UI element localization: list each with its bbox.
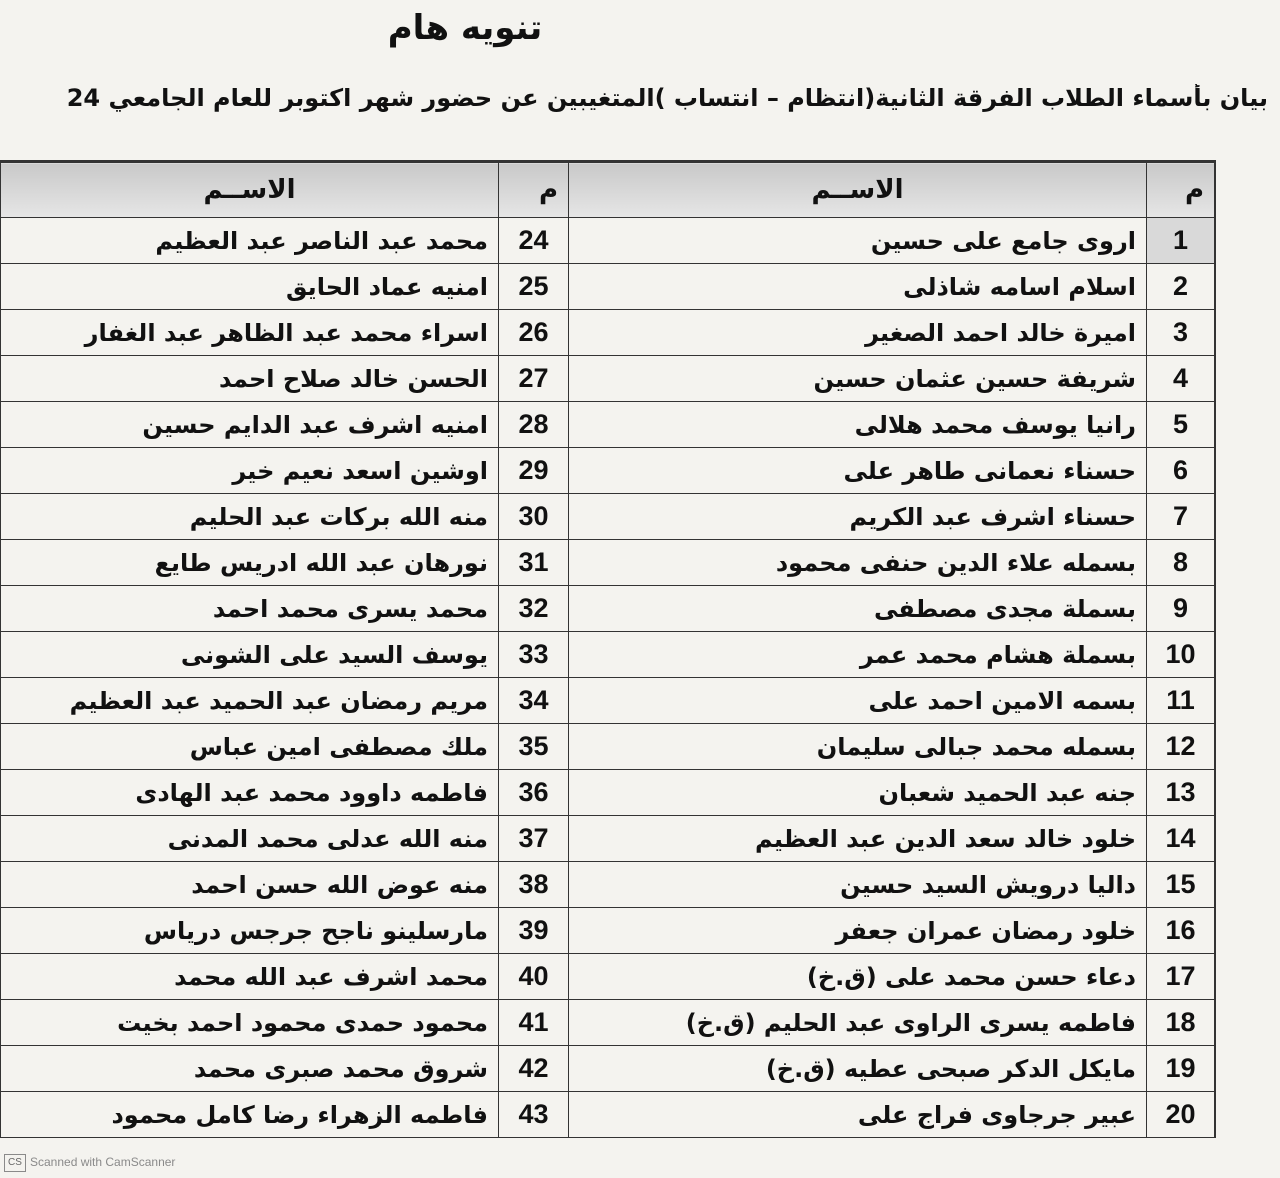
row-number-left: 40	[499, 954, 569, 1000]
table-row	[1, 632, 1215, 678]
row-number-left: 42	[499, 1046, 569, 1092]
camscanner-logo: CS	[4, 1154, 26, 1172]
table-row	[1, 908, 1215, 954]
row-number-right: 7	[1147, 494, 1215, 540]
table-row	[1, 770, 1215, 816]
student-name-left: منه الله بركات عبد الحليم	[1, 494, 499, 540]
row-number-right: 5	[1147, 402, 1215, 448]
student-name-right: بسمله محمد جبالى سليمان	[569, 724, 1147, 770]
document-title: تنويه هام	[387, 8, 543, 48]
student-name-left: ملك مصطفى امين عباس	[1, 724, 499, 770]
row-number-left: 36	[499, 770, 569, 816]
table-header-row	[1, 163, 1215, 218]
student-name-left: محمد يسرى محمد احمد	[1, 586, 499, 632]
row-number-right: 17	[1147, 954, 1215, 1000]
student-name-right: خلود رمضان عمران جعفر	[569, 908, 1147, 954]
student-name-left: الحسن خالد صلاح احمد	[1, 356, 499, 402]
absence-table	[0, 162, 1215, 1138]
row-number-right: 14	[1147, 816, 1215, 862]
student-name-right: بسملة هشام محمد عمر	[569, 632, 1147, 678]
student-name-right: حسناء نعمانى طاهر على	[569, 448, 1147, 494]
row-number-right: 18	[1147, 1000, 1215, 1046]
table-row	[1, 678, 1215, 724]
table-row	[1, 402, 1215, 448]
row-number-left: 24	[499, 218, 569, 264]
row-number-right: 13	[1147, 770, 1215, 816]
row-number-left: 43	[499, 1092, 569, 1138]
row-number-right: 8	[1147, 540, 1215, 586]
row-number-left: 32	[499, 586, 569, 632]
table-row	[1, 724, 1215, 770]
student-name-right: حسناء اشرف عبد الكريم	[569, 494, 1147, 540]
row-number-left: 34	[499, 678, 569, 724]
row-number-right: 11	[1147, 678, 1215, 724]
row-number-right: 3	[1147, 310, 1215, 356]
student-name-right: رانيا يوسف محمد هلالى	[569, 402, 1147, 448]
row-number-right: 4	[1147, 356, 1215, 402]
table-row	[1, 954, 1215, 1000]
student-name-left: اوشين اسعد نعيم خير	[1, 448, 499, 494]
student-name-right: عبير جرجاوى فراج على	[569, 1092, 1147, 1138]
student-name-left: منه الله عدلى محمد المدنى	[1, 816, 499, 862]
table-row	[1, 1046, 1215, 1092]
student-name-left: اسراء محمد عبد الظاهر عبد الغفار	[1, 310, 499, 356]
table-row	[1, 218, 1215, 264]
table-row	[1, 1000, 1215, 1046]
row-number-left: 41	[499, 1000, 569, 1046]
student-name-right: بسمله علاء الدين حنفى محمود	[569, 540, 1147, 586]
row-number-left: 35	[499, 724, 569, 770]
student-name-right: شريفة حسين عثمان حسين	[569, 356, 1147, 402]
student-name-left: امنيه عماد الحايق	[1, 264, 499, 310]
header-number-right: م	[1147, 163, 1215, 218]
row-number-right: 15	[1147, 862, 1215, 908]
student-name-right: جنه عبد الحميد شعبان	[569, 770, 1147, 816]
table-row	[1, 816, 1215, 862]
row-number-left: 39	[499, 908, 569, 954]
student-name-left: فاطمه الزهراء رضا كامل محمود	[1, 1092, 499, 1138]
table-row	[1, 264, 1215, 310]
student-name-right: داليا درويش السيد حسين	[569, 862, 1147, 908]
table-row	[1, 862, 1215, 908]
camscanner-watermark: Scanned with CamScanner	[30, 1155, 176, 1169]
row-number-right: 2	[1147, 264, 1215, 310]
row-number-left: 37	[499, 816, 569, 862]
student-name-left: امنيه اشرف عبد الدايم حسين	[1, 402, 499, 448]
row-number-right: 16	[1147, 908, 1215, 954]
row-number-left: 27	[499, 356, 569, 402]
student-name-left: نورهان عبد الله ادريس طايع	[1, 540, 499, 586]
row-number-right: 19	[1147, 1046, 1215, 1092]
absence-table-container	[0, 160, 1216, 1138]
row-number-right: 10	[1147, 632, 1215, 678]
table-row	[1, 356, 1215, 402]
student-name-left: فاطمه داوود محمد عبد الهادى	[1, 770, 499, 816]
table-row	[1, 494, 1215, 540]
header-name-left: الاســم	[1, 163, 499, 218]
row-number-left: 26	[499, 310, 569, 356]
student-name-right: بسملة مجدى مصطفى	[569, 586, 1147, 632]
table-row	[1, 310, 1215, 356]
student-name-left: يوسف السيد على الشونى	[1, 632, 499, 678]
student-name-right: اسلام اسامه شاذلى	[569, 264, 1147, 310]
student-name-right: بسمه الامين احمد على	[569, 678, 1147, 724]
student-name-right: دعاء حسن محمد على (ق.خ)	[569, 954, 1147, 1000]
student-name-right: اروى جامع على حسين	[569, 218, 1147, 264]
table-row	[1, 586, 1215, 632]
row-number-left: 33	[499, 632, 569, 678]
table-row	[1, 448, 1215, 494]
header-number-left: م	[499, 163, 569, 218]
row-number-left: 28	[499, 402, 569, 448]
student-name-right: خلود خالد سعد الدين عبد العظيم	[569, 816, 1147, 862]
student-name-left: شروق محمد صبرى محمد	[1, 1046, 499, 1092]
table-body	[1, 218, 1215, 1138]
row-number-left: 29	[499, 448, 569, 494]
table-row	[1, 1092, 1215, 1138]
student-name-right: فاطمه يسرى الراوى عبد الحليم (ق.خ)	[569, 1000, 1147, 1046]
student-name-left: محمود حمدى محمود احمد بخيت	[1, 1000, 499, 1046]
row-number-left: 30	[499, 494, 569, 540]
student-name-left: مريم رمضان عبد الحميد عبد العظيم	[1, 678, 499, 724]
student-name-left: منه عوض الله حسن احمد	[1, 862, 499, 908]
student-name-left: محمد عبد الناصر عبد العظيم	[1, 218, 499, 264]
row-number-right: 12	[1147, 724, 1215, 770]
row-number-left: 38	[499, 862, 569, 908]
row-number-right: 1	[1147, 218, 1215, 264]
document-subtitle: بيان بأسماء الطلاب الفرقة الثانية(انتظام – انتساب )المتغيبين عن حضور شهر اكتوبر للعام الجامعي 24	[66, 84, 1268, 112]
student-name-right: اميرة خالد احمد الصغير	[569, 310, 1147, 356]
row-number-right: 9	[1147, 586, 1215, 632]
student-name-left: محمد اشرف عبد الله محمد	[1, 954, 499, 1000]
row-number-left: 25	[499, 264, 569, 310]
table-row	[1, 540, 1215, 586]
header-name-right: الاســم	[569, 163, 1147, 218]
row-number-left: 31	[499, 540, 569, 586]
student-name-right: مايكل الدكر صبحى عطيه (ق.خ)	[569, 1046, 1147, 1092]
row-number-right: 20	[1147, 1092, 1215, 1138]
row-number-right: 6	[1147, 448, 1215, 494]
student-name-left: مارسلينو ناجح جرجس درياس	[1, 908, 499, 954]
